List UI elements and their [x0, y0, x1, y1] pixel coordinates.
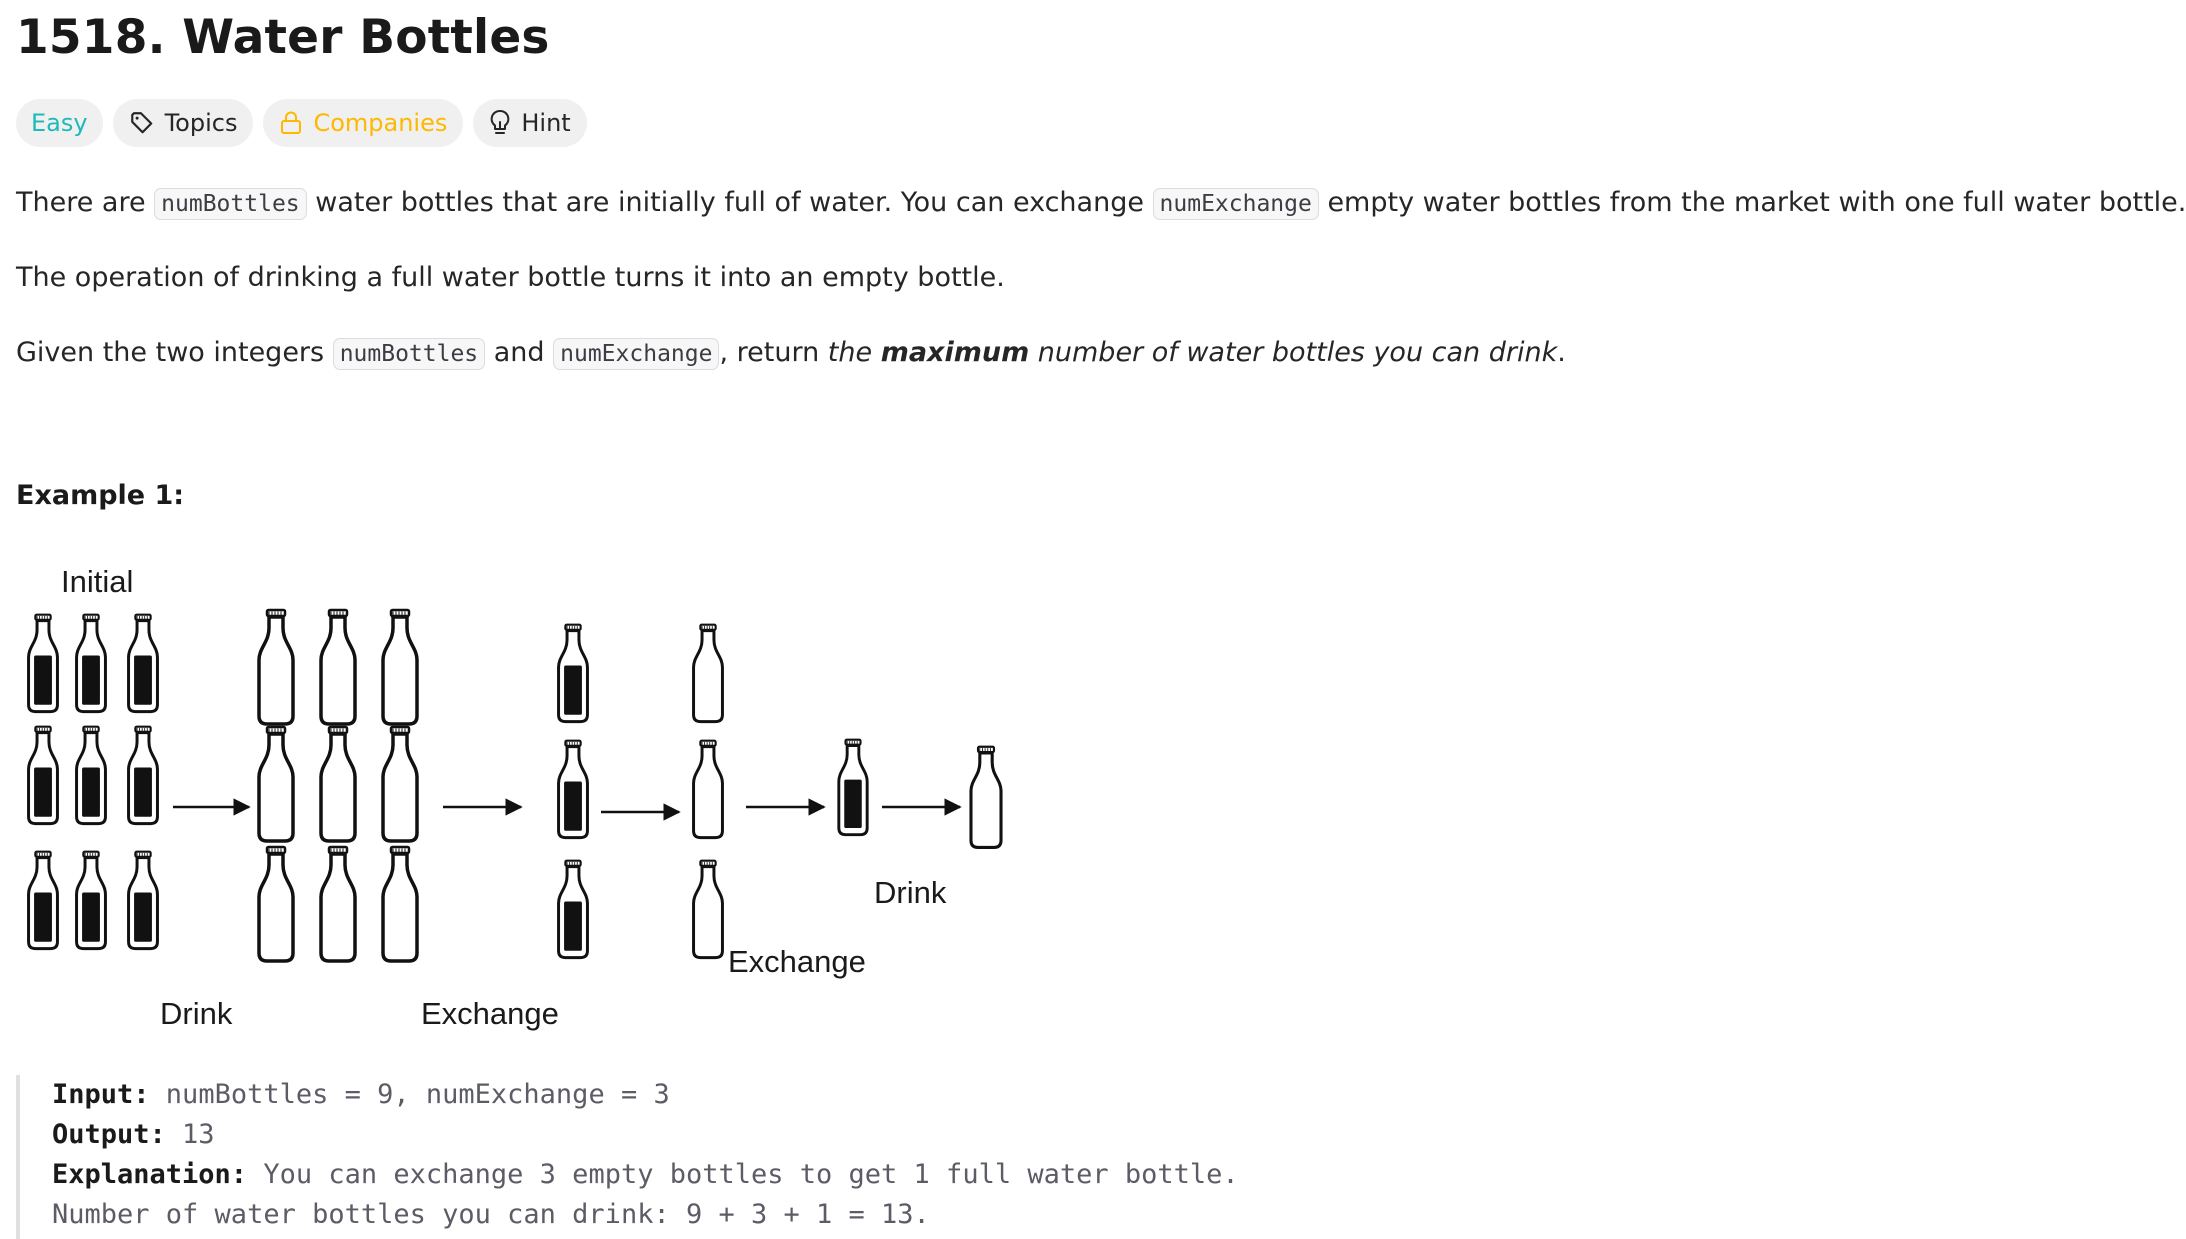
text: , return — [719, 337, 828, 368]
figure-label-exchange: Exchange — [421, 996, 559, 1031]
empty-bottle-icon — [694, 625, 723, 722]
input-label: Input: — [52, 1079, 150, 1110]
full-bottle-icon — [129, 727, 158, 824]
full-bottle-icon — [77, 727, 106, 824]
output-value: 13 — [165, 1119, 215, 1150]
text: There are — [16, 187, 155, 218]
example-figure — [16, 555, 1036, 1055]
full-bottle-icon — [129, 615, 158, 712]
hint-button[interactable] — [473, 99, 586, 147]
empty-bottle-icon — [259, 727, 293, 841]
empty-bottle-icon — [321, 610, 355, 724]
topics-label: Topics — [164, 109, 238, 137]
inline-code: numExchange — [1153, 188, 1319, 220]
example-explanation-line-2: Number of water bottles you can drink: 9 + 3 + 1 = 13. — [52, 1199, 930, 1230]
strong-text: maximum — [880, 337, 1030, 368]
tag-bar — [16, 99, 587, 147]
lock-icon — [279, 110, 303, 136]
full-bottle-icon — [839, 740, 867, 835]
text: . — [1557, 337, 1566, 368]
example-explanation — [52, 1155, 1239, 1195]
input-value: numBottles = 9, numExchange = 3 — [149, 1079, 670, 1110]
companies-button[interactable] — [263, 99, 463, 147]
inline-code: numBottles — [154, 188, 306, 220]
empty-bottle-icon — [259, 610, 293, 724]
empty-bottle-icon — [321, 727, 355, 841]
empty-bottle-icon — [383, 727, 417, 841]
inline-code: numExchange — [553, 338, 719, 370]
empty-bottle-icon — [321, 847, 355, 961]
lightbulb-icon — [489, 109, 511, 137]
full-bottle-icon — [29, 852, 58, 949]
bottle-group-initial — [29, 615, 158, 949]
difficulty-badge[interactable] — [16, 99, 103, 147]
figure-label-exchange-2: Exchange — [728, 944, 866, 979]
companies-label: Companies — [313, 109, 448, 137]
empty-bottle-icon — [971, 747, 1001, 848]
bottle-group-drink-2 — [694, 625, 723, 958]
bottle-group-drink — [259, 610, 417, 961]
example-block — [16, 1075, 1239, 1239]
description-paragraph-2: The operation of drinking a full water bottle turns it into an empty bottle. — [16, 262, 1005, 293]
full-bottle-icon — [77, 615, 106, 712]
description-paragraph-3 — [16, 333, 1566, 374]
example-heading: Example 1: — [16, 480, 185, 511]
problem-title: 1518. Water Bottles — [16, 10, 550, 65]
full-bottle-icon — [77, 852, 106, 949]
description-paragraph-1 — [16, 183, 2186, 224]
text: the — [827, 337, 881, 368]
figure-label-initial: Initial — [61, 564, 134, 599]
example-output — [52, 1115, 1239, 1155]
hint-label: Hint — [521, 109, 571, 137]
text: empty water bottles from the market with one full water bottle. — [1318, 187, 2186, 218]
empty-bottle-icon — [259, 847, 293, 961]
text: number of water bottles you can drink — [1029, 337, 1558, 368]
empty-bottle-icon — [694, 861, 723, 958]
figure-label-drink-2: Drink — [874, 875, 947, 910]
example-input — [52, 1075, 1239, 1115]
text: and — [485, 337, 554, 368]
emphasis — [828, 337, 1557, 368]
bottle-group-exchange — [559, 625, 588, 958]
full-bottle-icon — [559, 625, 588, 722]
explanation-value: You can exchange 3 empty bottles to get 1 full water bottle. — [247, 1159, 1239, 1190]
text: Given the two integers — [16, 337, 333, 368]
difficulty-label: Easy — [31, 109, 88, 137]
full-bottle-icon — [559, 741, 588, 838]
inline-code: numBottles — [333, 338, 485, 370]
full-bottle-icon — [559, 861, 588, 958]
explanation-label: Explanation: — [52, 1159, 248, 1190]
full-bottle-icon — [29, 727, 58, 824]
topics-button[interactable] — [113, 99, 254, 147]
full-bottle-icon — [129, 852, 158, 949]
output-label: Output: — [52, 1119, 166, 1150]
empty-bottle-icon — [383, 847, 417, 961]
figure-label-drink: Drink — [160, 996, 233, 1031]
empty-bottle-icon — [383, 610, 417, 724]
text: water bottles that are initially full of water. You can exchange — [306, 187, 1153, 218]
full-bottle-icon — [29, 615, 58, 712]
tag-icon — [129, 110, 155, 136]
empty-bottle-icon — [694, 741, 723, 838]
